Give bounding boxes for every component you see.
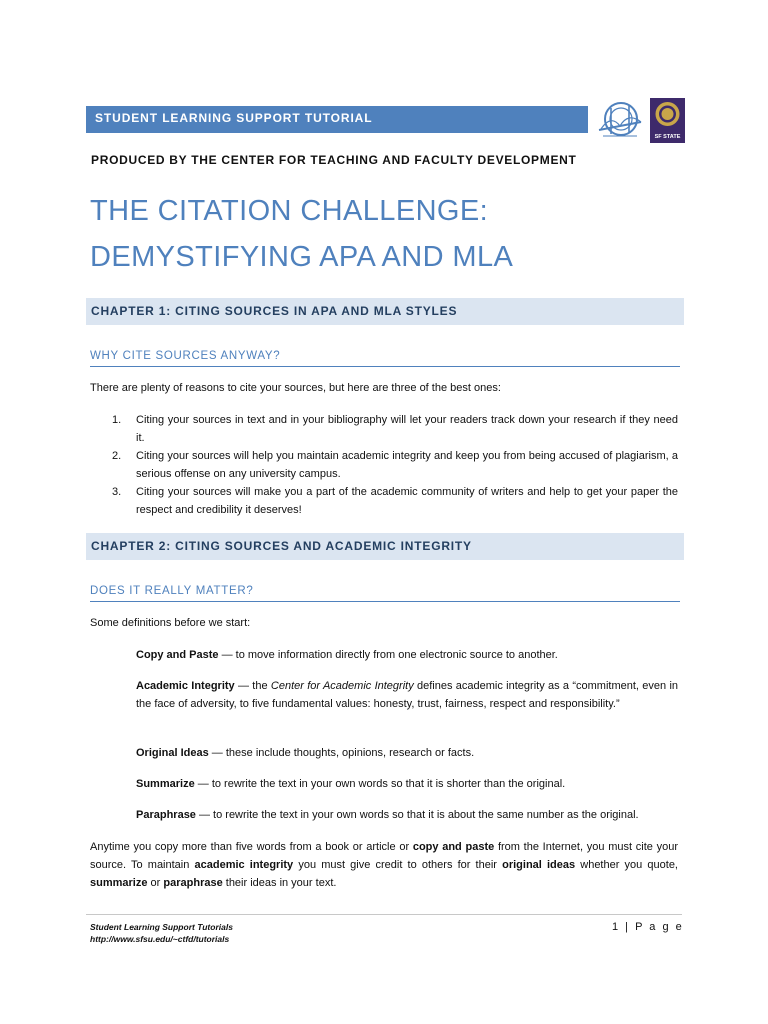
closing-text: their ideas in your text. — [222, 877, 337, 889]
produced-by-line: PRODUCED BY THE CENTER FOR TEACHING AND FACULTY DEVELOPMENT — [91, 153, 577, 167]
definition-term: Original Ideas — [136, 747, 209, 759]
closing-emphasis: summarize — [90, 877, 148, 889]
definition-text: — the — [234, 680, 271, 692]
definition-summarize — [136, 775, 678, 793]
definition-academic-integrity — [136, 677, 678, 713]
seal-text: SF STATE — [654, 134, 681, 140]
definition-term: Summarize — [136, 778, 195, 790]
document-title-line-2: DEMYSTIFYING APA AND MLA — [90, 241, 514, 273]
list-item-text: Citing your sources will help you maintain academic integrity and keep you from being accused of plagiarism, a serious offense on any university campus. — [136, 450, 678, 480]
document-title-line-1: THE CITATION CHALLENGE: — [90, 195, 489, 227]
closing-paragraph — [90, 838, 678, 892]
closing-text: from the Internet, you must cite your source. To maintain — [90, 841, 678, 871]
definition-term: Copy and Paste — [136, 649, 219, 661]
page-number: 1 | P a g e — [612, 921, 684, 933]
footer-title: Student Learning Support Tutorials — [90, 922, 233, 932]
definition-organization: Center for Academic Integrity — [270, 680, 414, 692]
section-heading-text: WHY CITE SOURCES ANYWAY? — [90, 350, 281, 362]
definition-text: — these include thoughts, opinions, research or facts. — [208, 747, 475, 759]
section-heading-why-cite — [90, 346, 680, 367]
closing-emphasis: paraphrase — [163, 877, 223, 889]
tutorial-banner — [86, 106, 588, 133]
definitions-intro: Some definitions before we start: — [90, 617, 251, 629]
definition-copy-and-paste — [136, 646, 678, 664]
definition-original-ideas — [136, 744, 678, 762]
list-item-number: 2. — [112, 450, 122, 462]
chapter-1-heading-text: CHAPTER 1: CITING SOURCES IN APA AND MLA STYLES — [91, 304, 458, 318]
sf-state-seal-icon — [650, 98, 685, 143]
definition-term: Paraphrase — [136, 809, 196, 821]
closing-emphasis: original ideas — [502, 859, 576, 871]
definition-text: defines academic integrity as a “commitment, even in the face of adversity, to five fundamental values: honesty, trust, fairness, respect and responsibility.” — [136, 680, 679, 710]
banner-text: STUDENT LEARNING SUPPORT TUTORIAL — [95, 111, 373, 125]
section-heading-does-it-matter — [90, 581, 680, 602]
list-item — [112, 447, 678, 483]
list-item-number: 1. — [112, 414, 122, 426]
definition-term: Academic Integrity — [136, 680, 235, 692]
chapter-1-intro: There are plenty of reasons to cite your sources, but here are three of the best ones: — [90, 382, 501, 394]
list-item — [112, 483, 678, 519]
list-item-text: Citing your sources will make you a part of the academic community of writers and help to get your paper the respect and credibility it deserves! — [136, 486, 678, 516]
closing-text: whether you quote, — [575, 859, 678, 871]
footer-url: http://www.sfsu.edu/~ctfd/tutorials — [90, 934, 230, 944]
chapter-1-heading — [86, 298, 684, 325]
bridge-logo-icon — [597, 100, 643, 142]
closing-text: or — [147, 877, 164, 889]
closing-emphasis: copy and paste — [412, 841, 495, 853]
definition-text: — to rewrite the text in your own words so that it is about the same number as the original. — [195, 809, 639, 821]
chapter-2-heading — [86, 533, 684, 560]
footer-source — [90, 921, 233, 945]
list-item — [112, 411, 678, 447]
closing-text: Anytime you copy more than five words from a book or article or — [90, 841, 413, 853]
closing-text: you must give credit to others for their — [293, 859, 503, 871]
definition-text: — to rewrite the text in your own words so that it is shorter than the original. — [194, 778, 566, 790]
list-item-text: Citing your sources in text and in your bibliography will let your readers track down your research if they need it. — [136, 414, 678, 444]
section-heading-text: DOES IT REALLY MATTER? — [90, 585, 254, 597]
definition-text: — to move information directly from one electronic source to another. — [218, 649, 558, 661]
chapter-2-heading-text: CHAPTER 2: CITING SOURCES AND ACADEMIC INTEGRITY — [91, 539, 472, 553]
list-item-number: 3. — [112, 486, 122, 498]
footer-divider — [86, 914, 682, 915]
closing-emphasis: academic integrity — [194, 859, 294, 871]
reasons-list — [112, 411, 678, 519]
definition-paraphrase — [136, 806, 678, 824]
